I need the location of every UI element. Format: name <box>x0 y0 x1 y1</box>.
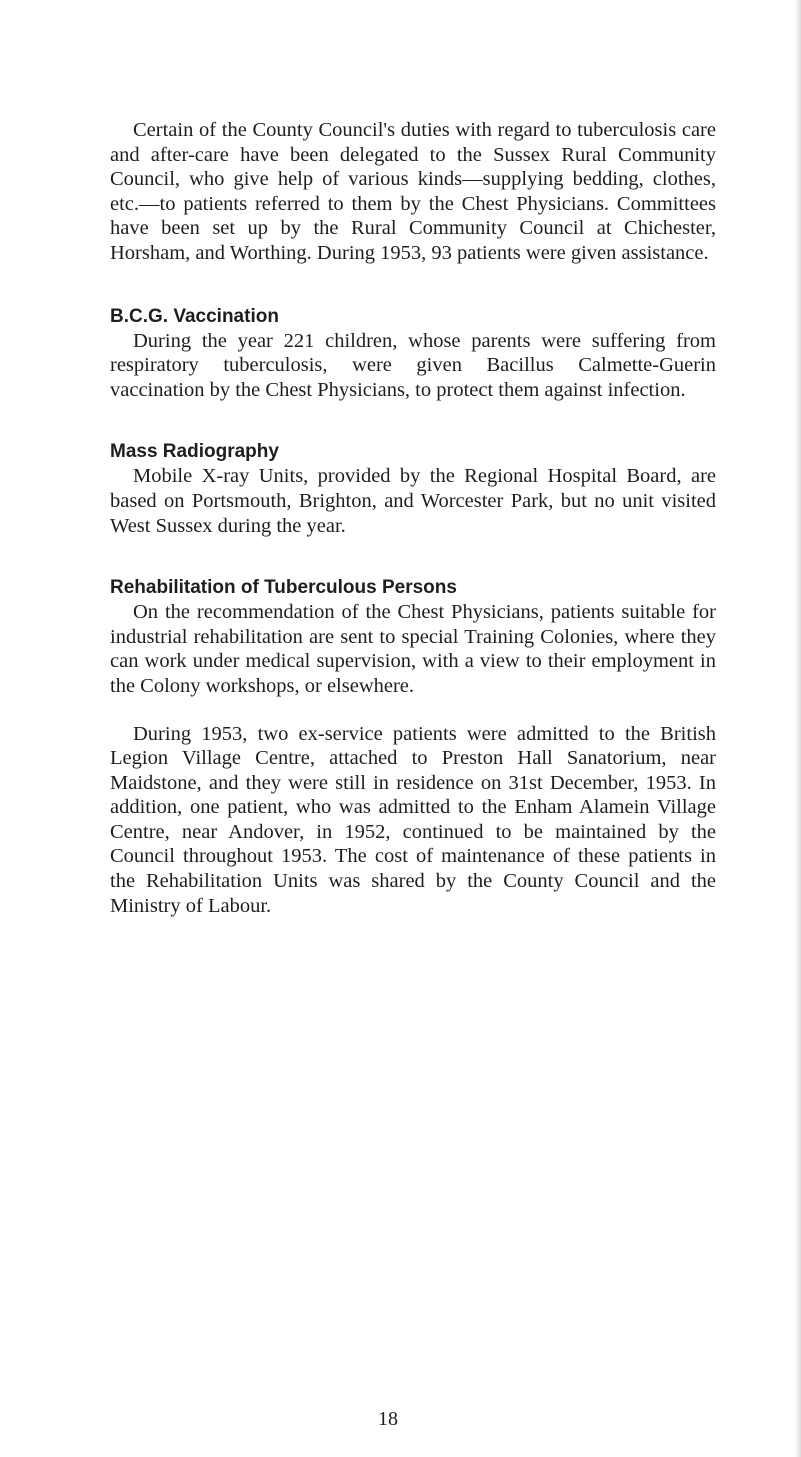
page-number: 18 <box>378 1408 398 1430</box>
page-body <box>110 118 716 918</box>
bcg-vaccination-heading: B.C.G. Vaccination <box>110 305 279 327</box>
rehabilitation-paragraph-1: On the recommendation of the Chest Physicians, patients suitable for industrial rehabilitation are sent to special Training Colonies, where they can work under medical supervision, with a view to their employment in the Colony workshops, or elsewhere. <box>110 601 716 697</box>
intro-paragraph: Certain of the County Council's duties with regard to tuberculosis care and after-care have been delegated to the Sussex Rural Community Council, who give help of various kinds—supplying bedding, clothes, etc.—to patients referred to them by the Chest Physicians. Committees have been set up by the Rural Community Council at Chichester, Horsham, and Worthing. During 1953, 93 patients were given assistance. <box>110 119 716 264</box>
rehabilitation-paragraph-2: During 1953, two ex-service patients were admitted to the British Legion Village Centre, attached to Preston Hall Sanatorium, near Maidstone, and they were still in residence on 31st December, 1953. In addition, one patient, who was admitted to the Enham Alamein Village Centre, near Andover, in 1952, continued to be maintained by the Council throughout 1953. The cost of maintenance of these patients in the Rehabilitation Units was shared by the County Council and the Ministry of Labour. <box>110 722 716 917</box>
bcg-vaccination-paragraph: During the year 221 children, whose parents were suffering from respiratory tuberculosis, were given Bacillus Calmette-Guerin vaccination by the Chest Physicians, to protect them against infection. <box>110 329 716 401</box>
rehabilitation-heading: Rehabilitation of Tuberculous Persons <box>110 577 457 599</box>
page-edge-shadow <box>795 0 801 1457</box>
mass-radiography-paragraph: Mobile X-ray Units, provided by the Regional Hospital Board, are based on Portsmouth, Brighton, and Worcester Park, but no unit visited West Sussex during the year. <box>110 465 716 537</box>
mass-radiography-heading: Mass Radiography <box>110 441 279 463</box>
